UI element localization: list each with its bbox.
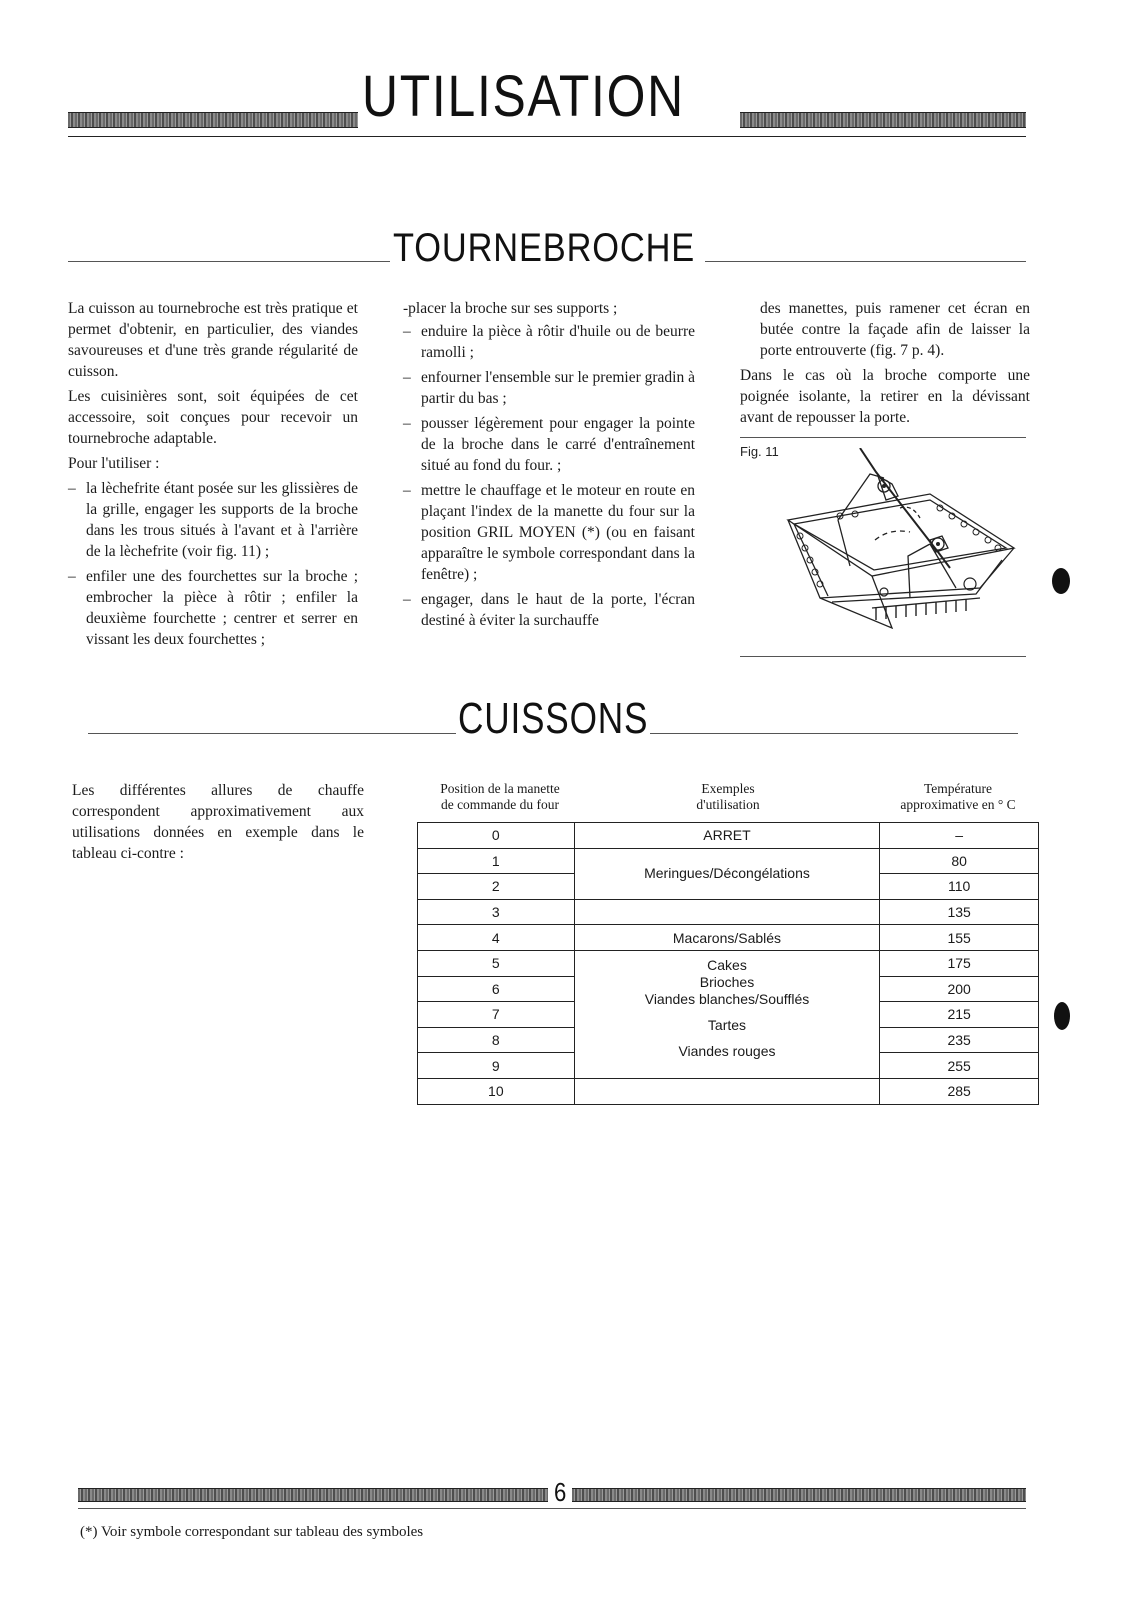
table-row bbox=[418, 823, 1039, 849]
example-cell: ARRET bbox=[574, 823, 880, 849]
cuissons-intro bbox=[72, 780, 364, 868]
list-item: – pousser légèrement pour engager la pointe de la broche dans le carré d'entraînement situé au fond du four. ; bbox=[403, 413, 695, 476]
example-text: Viandes rouges bbox=[678, 1042, 776, 1059]
header-examples bbox=[628, 781, 828, 813]
table-row bbox=[418, 899, 1039, 925]
position-cell: 7 bbox=[418, 1002, 575, 1028]
header-position bbox=[410, 781, 590, 813]
example-text: Brioches bbox=[699, 973, 755, 990]
tournebroche-rule-left bbox=[68, 261, 390, 262]
tournebroche-column-1 bbox=[68, 298, 358, 654]
table-row bbox=[418, 848, 1039, 874]
paragraph: Dans le cas où la broche comporte une poignée isolante, la retirer en la dévissant avant de repousser la porte. bbox=[740, 367, 1030, 426]
page-title: UTILISATION bbox=[362, 64, 685, 129]
list-item: – la lèchefrite étant posée sur les glissières de la grille, engager les supports de la broche dans les trous situés à l'avant et à l'arrière de la lèchefrite (voir fig. 11) ; bbox=[68, 478, 358, 562]
header-temperature bbox=[878, 781, 1038, 813]
header-examples-line1: Exemples bbox=[701, 781, 755, 796]
position-cell: 3 bbox=[418, 899, 575, 925]
table-row bbox=[418, 1078, 1039, 1104]
header-rule bbox=[68, 136, 1026, 137]
tournebroche-rule-right bbox=[705, 261, 1026, 262]
binding-hole-mark bbox=[1054, 1002, 1070, 1030]
tournebroche-column-3 bbox=[740, 298, 1030, 432]
header-temperature-line2: approximative en ° C bbox=[900, 797, 1016, 812]
cuissons-table bbox=[417, 822, 1039, 1105]
position-cell: 4 bbox=[418, 925, 575, 951]
paragraph: Les cuisinières sont, soit équipées de cet accessoire, soit conçues pour recevoir un tournebroche adaptable. bbox=[68, 388, 358, 447]
temperature-cell: 80 bbox=[880, 848, 1039, 874]
table-row bbox=[418, 950, 1039, 976]
temperature-cell: 235 bbox=[880, 1027, 1039, 1053]
example-cell: Macarons/Sablés bbox=[574, 925, 880, 951]
temperature-cell: 175 bbox=[880, 950, 1039, 976]
temperature-cell: 200 bbox=[880, 976, 1039, 1002]
list-item: – enduire la pièce à rôtir d'huile ou de beurre ramolli ; bbox=[403, 321, 695, 363]
temperature-cell: 255 bbox=[880, 1053, 1039, 1079]
footer-bar-left bbox=[78, 1488, 548, 1502]
list-item: – enfourner l'ensemble sur le premier gradin à partir du bas ; bbox=[403, 367, 695, 409]
temperature-cell: 155 bbox=[880, 925, 1039, 951]
paragraph: La cuisson au tournebroche est très pratique et permet d'obtenir, en particulier, des viandes savoureuses et d'une très grande régularité de cuisson. bbox=[68, 300, 358, 380]
example-text: Tartes bbox=[707, 1016, 747, 1033]
list-item: -placer la broche sur ses supports ; bbox=[403, 300, 618, 317]
tournebroche-heading: TOURNEBROCHE bbox=[393, 226, 696, 270]
page-number: 6 bbox=[554, 1477, 568, 1507]
temperature-cell: – bbox=[880, 823, 1039, 849]
example-cell bbox=[574, 899, 880, 925]
paragraph: Les différentes allures de chauffe correspondent approximativement aux utilisations données en exemple dans le tableau ci-contre : bbox=[72, 782, 364, 862]
paragraph: Pour l'utiliser : bbox=[68, 455, 160, 472]
position-cell: 9 bbox=[418, 1053, 575, 1079]
list-item: – mettre le chauffage et le moteur en route en plaçant l'index de la manette du four sur la position GRIL MOYEN (*) (ou en faisant apparaître le symbole correspondant dans la fenêtre) ; bbox=[403, 480, 695, 585]
figure-label: Fig. 11 bbox=[740, 444, 779, 459]
position-cell: 1 bbox=[418, 848, 575, 874]
cuissons-rule-left bbox=[88, 733, 456, 734]
position-cell: 10 bbox=[418, 1078, 575, 1104]
position-cell: 8 bbox=[418, 1027, 575, 1053]
footer-bar-right bbox=[572, 1488, 1026, 1502]
temperature-cell: 135 bbox=[880, 899, 1039, 925]
table-row bbox=[418, 925, 1039, 951]
cuissons-rule-right bbox=[650, 733, 1018, 734]
footnote: (*) Voir symbole correspondant sur tableau des symboles bbox=[80, 1524, 424, 1540]
header-position-line1: Position de la manette bbox=[440, 781, 560, 796]
example-cell bbox=[574, 1078, 880, 1104]
header-bar-left bbox=[68, 112, 358, 128]
example-text: Viandes blanches/Soufflés bbox=[644, 990, 810, 1007]
footer-rule bbox=[78, 1508, 1026, 1509]
figure-top-rule bbox=[740, 437, 1026, 438]
binding-hole-mark bbox=[1052, 568, 1070, 594]
temperature-cell: 215 bbox=[880, 1002, 1039, 1028]
header-bar-right bbox=[740, 112, 1026, 128]
list-item: – engager, dans le haut de la porte, l'écran destiné à éviter la surchauffe bbox=[403, 589, 695, 631]
header-examples-line2: d'utilisation bbox=[696, 797, 760, 812]
position-cell: 5 bbox=[418, 950, 575, 976]
example-cell bbox=[574, 950, 880, 1078]
temperature-cell: 110 bbox=[880, 874, 1039, 900]
temperature-cell: 285 bbox=[880, 1078, 1039, 1104]
position-cell: 6 bbox=[418, 976, 575, 1002]
position-cell: 0 bbox=[418, 823, 575, 849]
figure-bottom-rule bbox=[740, 656, 1026, 657]
header-temperature-line1: Température bbox=[923, 781, 992, 796]
tournebroche-column-2 bbox=[403, 298, 695, 635]
header-position-line2: de commande du four bbox=[440, 797, 560, 812]
cuissons-heading: CUISSONS bbox=[458, 694, 649, 743]
list-item: – enfiler une des fourchettes sur la broche ; embrocher la pièce à rôtir ; enfiler la deuxième fourchette ; centrer et serrer en vissant les deux fourchettes ; bbox=[68, 566, 358, 650]
example-cell: Meringues/Décongélations bbox=[574, 848, 880, 899]
paragraph: des manettes, puis ramener cet écran en butée contre la façade afin de laisser la porte entrouverte (fig. 7 p. 4). bbox=[760, 300, 1030, 359]
position-cell: 2 bbox=[418, 874, 575, 900]
example-text: Cakes bbox=[707, 956, 747, 973]
rotisserie-illustration bbox=[780, 448, 1030, 640]
